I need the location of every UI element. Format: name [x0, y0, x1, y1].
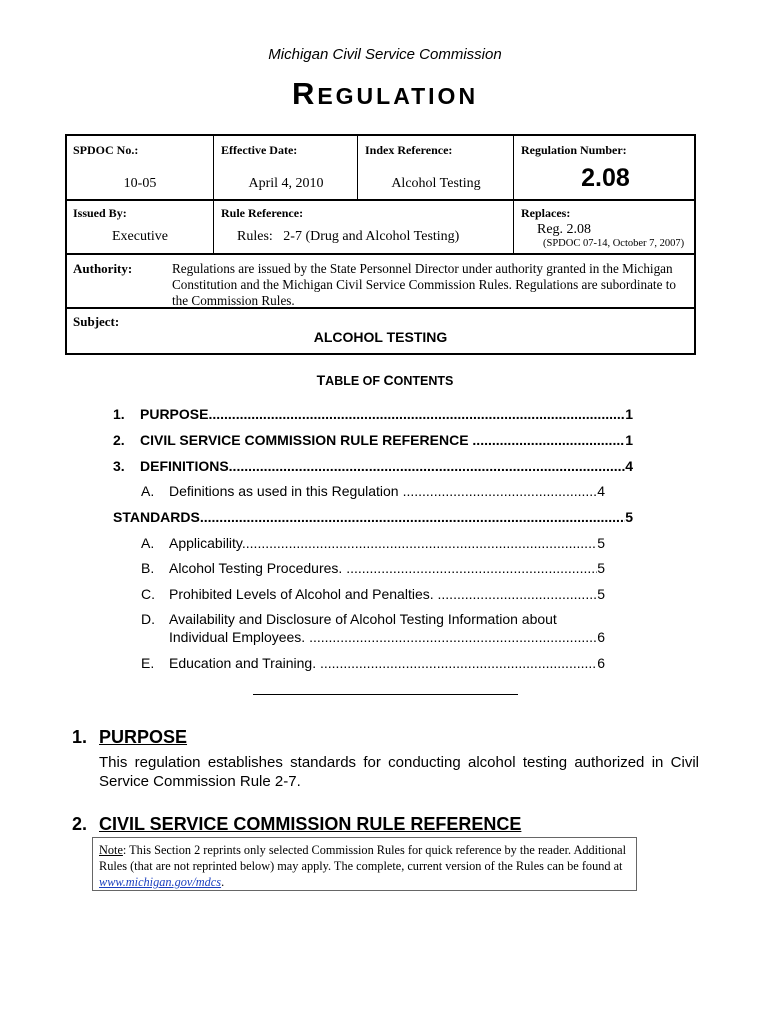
toc-entry-text: Individual Employees.: [169, 629, 310, 645]
toc-leader: [208, 405, 625, 423]
rule-reference-note: [92, 837, 637, 891]
toc-entry-number: D.: [141, 611, 155, 627]
toc-entry-page: 1: [625, 406, 633, 422]
toc-entry-number: A.: [141, 535, 155, 551]
organization-name: Michigan Civil Service Commission: [268, 46, 502, 63]
toc-entry-page: 5: [597, 535, 605, 551]
toc-entry-text: STANDARDS: [113, 509, 200, 525]
toc-title-able: ABLE OF: [325, 374, 384, 388]
table-divider: [213, 136, 214, 199]
document-title: [0, 76, 770, 112]
index-reference-label: Index Reference:: [365, 143, 453, 157]
toc-entry-page: 6: [597, 629, 605, 645]
toc-leader: [403, 482, 598, 500]
issued-by-label: Issued By:: [73, 206, 127, 220]
mdcs-link[interactable]: www.michigan.gov/mdcs: [99, 875, 222, 889]
toc-entry-number: A.: [141, 483, 155, 499]
issued-by-value: Executive: [112, 229, 168, 244]
toc-entry[interactable]: [141, 534, 605, 552]
replaces-note: (SPDOC 07-14, October 7, 2007): [543, 238, 685, 249]
note-label: Note: [99, 843, 123, 857]
index-reference-value: Alcohol Testing: [391, 176, 481, 191]
section-title: PURPOSE: [99, 727, 188, 747]
effective-date-label: Effective Date:: [221, 143, 298, 157]
subject-label: Subject:: [73, 314, 120, 329]
toc-title: [0, 372, 770, 388]
section-2-heading: [72, 814, 552, 836]
toc-entry-text: Prohibited Levels of Alcohol and Penalties.: [169, 586, 438, 602]
section-number: 2.: [72, 814, 88, 834]
toc-entry-number: B.: [141, 560, 155, 576]
section-separator: [253, 694, 518, 695]
toc-entry-number: 1.: [113, 406, 125, 422]
toc-leader: [320, 654, 597, 672]
toc-entry-number: E.: [141, 655, 155, 671]
toc-entry[interactable]: [113, 457, 633, 475]
toc-entry[interactable]: [141, 482, 605, 500]
spdoc-value: 10-05: [123, 176, 157, 191]
toc-leader: [438, 585, 598, 603]
toc-leader: [309, 628, 597, 646]
toc-leader: [229, 457, 626, 475]
rule-reference-label: Rule Reference:: [221, 206, 304, 220]
spdoc-label: SPDOC No.:: [73, 143, 139, 157]
toc-entry-page: 5: [597, 586, 605, 602]
toc-entry[interactable]: [141, 654, 605, 672]
toc-leader: [246, 534, 597, 552]
toc-leader: [472, 431, 625, 449]
toc-entry-page: 1: [625, 432, 633, 448]
toc-leader: [200, 508, 625, 526]
toc-entry-text: Applicability.: [169, 535, 246, 551]
toc-entry-page: 5: [625, 509, 633, 525]
toc-entry-text: CIVIL SERVICE COMMISSION RULE REFERENCE: [140, 432, 473, 448]
toc-entry-number: 3.: [113, 458, 125, 474]
toc-entry-number: C.: [141, 586, 155, 602]
authority-text: Regulations are issued by the State Personnel Director under authority granted in the Michigan Constitution and the Michigan Civil Service Commission Rules. Regulations are subordinate to the Commission Rules.: [172, 261, 677, 308]
toc-entry[interactable]: [141, 585, 605, 603]
regulation-number-label: Regulation Number:: [521, 143, 627, 157]
toc-entry-continuation[interactable]: [169, 628, 605, 646]
replaces-label: Replaces:: [521, 206, 571, 220]
subject-value: ALCOHOL TESTING: [313, 329, 448, 345]
table-divider: [357, 136, 358, 199]
toc-entry-text: Definitions as used in this Regulation: [169, 483, 399, 499]
toc-entry-text: PURPOSE: [140, 406, 209, 422]
toc-entry[interactable]: [113, 508, 633, 526]
toc-title-c: C: [383, 372, 394, 388]
toc-entry[interactable]: [113, 431, 633, 449]
replaces-value: Reg. 2.08: [537, 222, 592, 237]
section-1-heading: [72, 727, 372, 749]
toc-entry-number: 2.: [113, 432, 125, 448]
toc-entry-page: 4: [597, 483, 605, 499]
toc-entry-text: Availability and Disclosure of Alcohol Testing Information about: [169, 611, 557, 627]
toc-entry[interactable]: [113, 405, 633, 423]
table-divider: [213, 199, 214, 253]
toc-entry-text: Alcohol Testing Procedures.: [169, 560, 347, 576]
section-number: 1.: [72, 727, 88, 747]
table-divider: [67, 199, 694, 201]
section-title: CIVIL SERVICE COMMISSION RULE REFERENCE: [99, 814, 522, 834]
regulation-info-table: [65, 134, 696, 355]
document-title-rest: EGULATION: [317, 83, 479, 109]
toc-entry-text: DEFINITIONS: [140, 458, 229, 474]
purpose-paragraph: This regulation establishes standards for conducting alcohol testing authorized in Civil Service Commission Rule 2-7.: [99, 754, 699, 790]
note-text: : This Section 2 reprints only selected Commission Rules for quick reference by the reader. Additional Rules (that are not reprinted below) may apply. The complete, current version of the Rules can be found at: [99, 843, 627, 873]
toc-entry-page: 5: [597, 560, 605, 576]
toc-entry-page: 4: [625, 458, 633, 474]
toc-entry-page: 6: [597, 655, 605, 671]
table-divider: [67, 253, 694, 255]
rule-reference-value: Rules: 2-7 (Drug and Alcohol Testing): [237, 229, 460, 244]
authority-label: Authority:: [73, 261, 133, 276]
regulation-number-value: 2.08: [581, 164, 630, 192]
toc-title-ontents: ONTENTS: [393, 374, 454, 388]
note-end: .: [221, 875, 225, 889]
toc-entry[interactable]: [141, 559, 605, 577]
effective-date-value: April 4, 2010: [248, 176, 324, 191]
toc-entry[interactable]: [141, 610, 605, 628]
toc-leader: [346, 559, 597, 577]
toc-title-t: T: [316, 372, 326, 388]
document-title-initial: R: [291, 76, 318, 111]
table-divider: [513, 136, 514, 253]
toc-entry-text: Education and Training.: [169, 655, 320, 671]
